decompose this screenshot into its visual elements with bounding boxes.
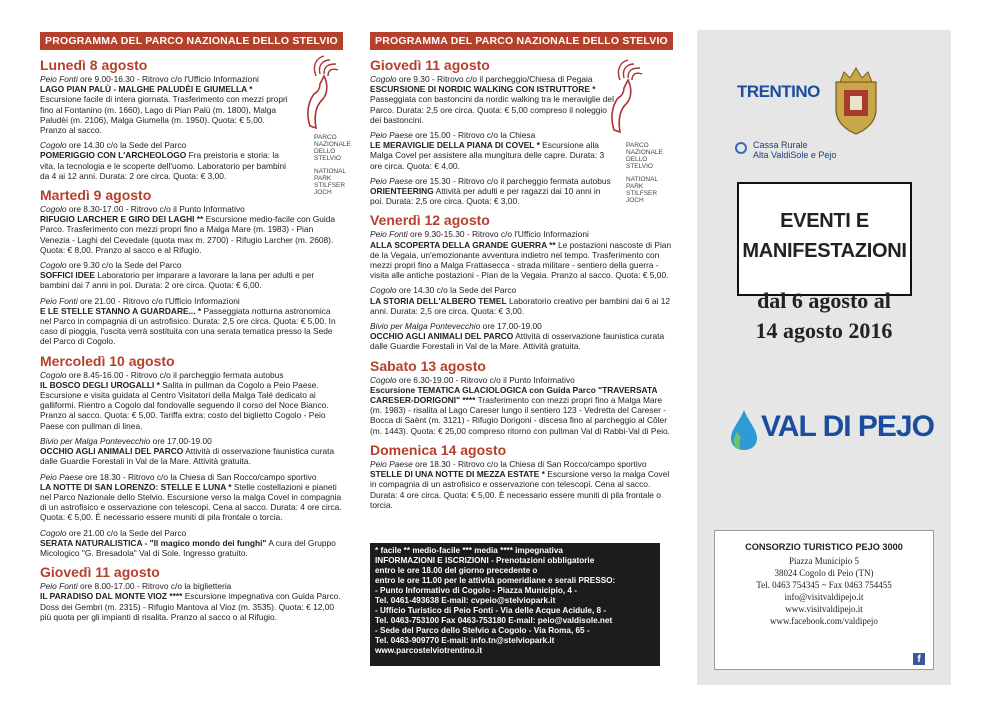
- event-title: ESCURSIONE DI NORDIC WALKING CON ISTRUTTORE *: [370, 84, 596, 95]
- event-time: ore 8.45-16.00 - Ritrovo c/o il parcheggio fermata autobus: [66, 369, 284, 380]
- consortium-website[interactable]: www.visitvaldipejo.it: [785, 604, 863, 614]
- event-description: Trasferimento con mezzi propri fino a Malga Mare (m. 1983) - risalita al Lago Careser lungo il sentiero 123 - Vedretta del Careser - Bocca di Saènt (m. 3121) - Rifugio Dorigoni - discesa fino al parcheggio al Côler (m. 1443). Quota: € 25,00 compreso ritorno con pullman Val di Rabbi-Val di Peio.: [370, 395, 670, 436]
- event-place: Peio Fonti: [40, 74, 78, 84]
- event-entry: [370, 375, 673, 436]
- event-description: Attività per adulti e per ragazzi dai 10 anni in poi. Durata: 2,5 ore circa. Quota: € 3,00.: [370, 186, 601, 207]
- event-title: IL PARADISO DAL MONTE VIOZ ****: [40, 591, 183, 602]
- park-logo-left: PARCO NAZIONALE DELLO STELVIO NATIONAL PARK STILFSER JOCH: [294, 54, 364, 140]
- event-time: ore 21.00 - Ritrovo c/o l'Ufficio Informazioni: [77, 295, 240, 306]
- event-title: E LE STELLE STANNO A GUARDARE... *: [40, 305, 202, 316]
- event-place: Cogolo: [370, 374, 397, 385]
- event-description: Le postazioni nascoste di Pian de la Vegaia, un'emozionante avventura indietro nel tempo. Trasferimento con mezzi propri fino a Malga Frattasecca - strada militare - sentiero della guerra - visita alle antiche postazioni - Pian de la Vegaia. Pranzo al sacco. Quota: € 5,00.: [370, 239, 672, 281]
- park-logo-text: PARCO: [314, 134, 337, 141]
- event-place: Peio Fonti: [40, 295, 78, 306]
- event-description: Stelle costellazioni e pianeti nel Parco Nazionale dello Stelvio. Escursione verso la malga Covel in compagnia di un astrofisico e osservazione con telescopi. Cena al sacco. Durata: 4 ore circa. Quota: € 5,00. È necessario essere muniti di pila frontale o torcia.: [40, 481, 342, 523]
- event-place: Peio Paese: [370, 458, 413, 469]
- event-entry: [40, 370, 343, 431]
- event-time: ore 8.30-17.00 - Ritrovo c/o il Punto Informativo: [66, 204, 245, 215]
- event-description: Attività di osservazione faunistica curata dalle Guardie Forestali in Val de la Mare. Attività gratuita.: [370, 331, 665, 352]
- consortium-facebook[interactable]: www.facebook.com/valdipejo: [770, 616, 878, 626]
- event-entry: [40, 436, 343, 467]
- event-title: SERATA NATURALISTICA - "Il magico mondo dei funghi": [40, 537, 267, 548]
- event-title: OCCHIO AGLI ANIMALI DEL PARCO: [40, 446, 184, 457]
- event-time: ore 9.30-15.30 - Ritrovo c/o l'Ufficio Informazioni: [407, 229, 589, 240]
- event-place: Cogolo: [40, 140, 67, 151]
- info-legend-box: [370, 543, 660, 666]
- event-time: ore 17.00-19.00: [150, 435, 212, 446]
- event-title: Escursione TEMATICA GLACIOLOGICA con Guida Parco "TRAVERSATA CARESER-DORIGONI" ****: [370, 384, 658, 406]
- day-title: Giovedì 11 agosto: [370, 57, 490, 73]
- event-entry: [370, 459, 673, 510]
- program-header-middle: PROGRAMMA DEL PARCO NAZIONALE DELLO STELVIO: [370, 32, 673, 50]
- event-title: LA STORIA DELL'ALBERO TEMEL: [370, 295, 507, 306]
- facebook-icon[interactable]: f: [913, 653, 925, 665]
- bank-icon: [735, 142, 747, 154]
- date-line-2: 14 agosto 2016: [755, 318, 893, 343]
- municipal-crest-icon: [830, 64, 882, 136]
- event-place: Cogolo: [40, 527, 67, 538]
- program-header-left: PROGRAMMA DEL PARCO NAZIONALE DELLO STELVIO: [40, 32, 343, 50]
- event-title: ORIENTEERING: [370, 186, 434, 197]
- event-title: STELLE DI UNA NOTTE DI MEZZA ESTATE *: [370, 469, 545, 480]
- legend-line: Tel. 0463-909770 E-mail: info.tn@stelviopark.it: [375, 636, 555, 645]
- legend-line: entro le ore 11.00 per le attività pomeridiane e serali PRESSO:: [375, 576, 616, 585]
- event-entry: [40, 140, 290, 181]
- eventi-line-1: EVENTI E: [780, 210, 869, 232]
- event-entry: [40, 581, 343, 622]
- event-description: Escursione facile di intera giornata. Trasferimento con mezzi propri fino al Fontanino (m. 1660), Lago di Pian Palù (m. 1800), Malga Paludèi (m. 2106), Malga Giumella (m. 1950). Quota: € 5,00. Pranzo al sacco.: [40, 94, 288, 136]
- event-time: ore 21.00 c/o la Sede del Parco: [66, 527, 187, 538]
- bank-name-1: Cassa Rurale: [753, 140, 808, 150]
- event-place: Peio Fonti: [40, 581, 78, 592]
- bank-logo: [737, 140, 837, 160]
- event-time: ore 9.00-16.30 - Ritrovo c/o l'Ufficio Informazioni: [77, 74, 259, 84]
- event-time: ore 14.30 c/o la Sede del Parco: [66, 140, 187, 151]
- event-time: ore 18.30 - Ritrovo c/o la Chiesa di San Rocco/campo sportivo: [412, 458, 647, 469]
- water-drop-icon: [727, 408, 761, 452]
- legend-line: * facile ** medio-facile *** media **** impegnativa: [375, 546, 563, 555]
- event-place: Peio Paese: [370, 130, 413, 141]
- event-entry: [370, 285, 673, 316]
- day-title: Giovedì 11 agosto: [40, 564, 160, 581]
- event-description: Escursione alla Malga Covel per assistere alla mungitura delle capre. Durata: 3 ore circa. Quota: € 4,00.: [370, 140, 605, 171]
- event-description: Escursione impegnativa con Guida Parco. Doss dei Gembri (m. 2315) - Rifugio Mantova al Vioz (m. 3535). Quota: € 12,00 più quota per gli impianti di risalita. Pranzo al sacco o al Rifugio.: [40, 591, 341, 622]
- event-title: IL BOSCO DEGLI UROGALLI *: [40, 379, 160, 390]
- event-title: ALLA SCOPERTA DELLA GRANDE GUERRA **: [370, 239, 556, 250]
- eventi-title-box: [737, 182, 912, 296]
- event-entry: [40, 528, 343, 559]
- event-time: ore 15.30 - Ritrovo c/o il parcheggio fermata autobus: [412, 175, 611, 186]
- consortium-name: CONSORZIO TURISTICO PEJO 3000: [745, 542, 903, 552]
- event-place: Cogolo: [40, 260, 67, 271]
- event-entry: [370, 321, 673, 352]
- event-place: Peio Paese: [40, 471, 83, 482]
- event-description: A cura del Gruppo Micologico "G. Bresadola" Val di Sole. Ingresso gratuito.: [40, 537, 336, 558]
- event-description: Laboratorio per imparare a lavorare la lana per adulti e per bambini dai 7 anni in poi. Durata: 2 ore circa. Quota: € 6,00.: [40, 270, 315, 291]
- legend-line: INFORMAZIONI E ISCRIZIONI - Prenotazioni obbligatorie: [375, 556, 595, 565]
- event-description: Laboratorio creativo per bambini dai 6 ai 12 anni. Durata: 2,5 ore circa. Quota: € 3,00.: [370, 295, 671, 316]
- event-description: Passeggiata notturna astronomica nel Parco in compagnia di un astrofisico. Durata: 2,5 ore circa. Quota: € 5,00. In caso di pioggia, l'uscita verrà sostituita con una serata tematica presso la Sede del Parco di Cogolo.: [40, 305, 336, 347]
- event-time: ore 6.30-19.00 - Ritrovo c/o il Punto Informativo: [396, 374, 575, 385]
- event-entry: [40, 204, 343, 255]
- program-column-left: [40, 57, 343, 627]
- legend-line: Tel. 0463-753100 Fax 0463-753180 E-mail: peio@valdisole.net: [375, 616, 613, 625]
- legend-website[interactable]: www.parcostelviotrentino.it: [375, 646, 483, 655]
- event-entry: [40, 296, 343, 347]
- event-place: Cogolo: [40, 204, 67, 215]
- event-entry: [40, 260, 343, 291]
- event-entry: [370, 130, 615, 171]
- event-title: OCCHIO AGLI ANIMALI DEL PARCO: [370, 331, 514, 342]
- event-time: ore 17.00-19.00: [480, 321, 542, 332]
- legend-line: - Sede del Parco dello Stelvio a Cogolo - Via Roma, 65 -: [375, 626, 590, 635]
- event-description: Salita in pullman da Cogolo a Peio Paese. Escursione e visita guidata al Centro Visitatori della Malga Talé dedicato ai galliformi. Rientro a Cogolo dal fondovalle seguendo il corso del Noce Bianco. Pranzo al sacco. Quota: € 5,00. Tariffa extra: costo del biglietto Cogolo - Peio Paese con pullman di linea.: [40, 379, 329, 431]
- event-place: Cogolo: [370, 74, 397, 84]
- event-title: LA NOTTE DI SAN LORENZO: STELLE E LUNA *: [40, 481, 232, 492]
- trentino-logo: TRENTINO: [737, 82, 820, 101]
- day-title: Sabato 13 agosto: [370, 357, 486, 374]
- ibex-icon: [294, 54, 342, 134]
- date-line-1: dal 6 agosto al: [757, 288, 891, 313]
- event-title: RIFUGIO LARCHER E GIRO DEI LAGHI **: [40, 214, 204, 225]
- day-title: Martedì 9 agosto: [40, 187, 152, 204]
- event-entry: [370, 176, 615, 207]
- date-range: [707, 286, 941, 346]
- event-entry: [40, 472, 343, 523]
- event-place: Peio Fonti: [370, 229, 408, 240]
- consortium-phone: Tel. 0463 754345 ~ Fax 0463 754455: [756, 580, 892, 590]
- legend-line: Tel. 0461-493638 E-mail: cvpeio@stelviopark.it: [375, 596, 556, 605]
- consortium-address: Piazza Municipio 5: [789, 556, 859, 566]
- day-title: Mercoledì 10 agosto: [40, 352, 175, 369]
- bank-name-2: Alta ValdiSole e Pejo: [753, 150, 837, 160]
- day-title: Domenica 14 agosto: [370, 441, 507, 458]
- event-description: Escursione medio-facile con Guida Parco. Trasferimento con mezzi propri fino a Malga Mare (m. 1983) - Pian Venezia - Laghi del Cevedale (quota max m. 2700) - Rifugio Larcher (m. 2608). Quota: € 8,00. Pranzo al sacco e al Rifugio.: [40, 214, 336, 255]
- consortium-city: 38024 Cogolo di Peio (TN): [774, 568, 874, 578]
- legend-line: entro le ore 18.00 del giorno precedente o: [375, 566, 538, 575]
- consortium-email[interactable]: info@visitvaldipejo.it: [784, 592, 864, 602]
- event-place: Bivio per Malga Pontevecchio: [370, 321, 481, 332]
- event-title: POMERIGGIO CON L'ARCHEOLOGO: [40, 150, 187, 161]
- event-title: LAGO PIAN PALÙ - MALGHE PALUDÈI E GIUMELLA *: [40, 84, 253, 95]
- legend-line: - Ufficio Turistico di Peio Fonti - Via delle Acque Acidule, 8 -: [375, 606, 607, 615]
- event-description: Attività di osservazione faunistica curata dalle Guardie Forestali in Val de la Mare. Attività gratuita.: [40, 446, 335, 467]
- val-di-pejo-logo: VAL DI PEJO: [761, 410, 934, 443]
- event-time: ore 15.00 - Ritrovo c/o la Chiesa: [412, 130, 536, 141]
- consortium-contact-box: [714, 530, 934, 670]
- event-time: ore 8.00-17.00 - Ritrovo c/o la biglietteria: [77, 581, 232, 592]
- event-time: ore 9.30 c/o la Sede del Parco: [66, 260, 182, 271]
- day-title: Lunedì 8 agosto: [40, 57, 148, 73]
- event-description: Fra preistoria e storia: la vita, la tecnologia e le scoperte dell'uomo. Laboratorio per bambini da 4 ai 12 anni. Durata: 2 ore circa. Quota: € 3,00.: [40, 150, 287, 181]
- event-place: Bivio per Malga Pontevecchio: [40, 435, 151, 446]
- event-title: SOFFICI IDEE: [40, 270, 95, 281]
- event-entry: [370, 74, 615, 125]
- event-description: Passeggiata con bastoncini da nordic walking tra le meraviglie del Parco. Durata: 2,5 ore circa. Quota: € 5,00 compreso il noleggio dei bastoncini.: [370, 94, 614, 125]
- event-entry: [370, 229, 673, 280]
- event-place: Peio Paese: [370, 175, 413, 186]
- park-logo-middle: PARCO NAZIONALE DELLO STELVIO NATIONAL PARK STILFSER JOCH: [598, 58, 668, 144]
- cover-panel: [697, 30, 951, 685]
- legend-line: - Punto Informativo di Cogolo - Piazza Municipio, 4 -: [375, 586, 577, 595]
- event-place: Cogolo: [370, 285, 397, 296]
- eventi-line-2: MANIFESTAZIONI: [742, 240, 907, 262]
- day-title: Venerdì 12 agosto: [370, 212, 490, 229]
- ibex-icon: [598, 58, 646, 138]
- event-time: ore 18.30 - Ritrovo c/o la Chiesa di San Rocco/campo sportivo: [82, 471, 317, 482]
- event-title: LE MERAVIGLIE DELLA PIANA DI COVEL *: [370, 140, 540, 151]
- event-time: ore 9.30 - Ritrovo c/o il parcheggio/Chiesa di Pegaia: [396, 74, 593, 84]
- event-description: Escursione verso la malga Covel in compagnia di un astrofisico e osservazione con telescopi. Cena al sacco. Durata: 4 ore circa. Quota: € 5,00. È necessario essere muniti di pila frontale o torcia.: [370, 469, 670, 510]
- event-entry: [40, 74, 290, 135]
- event-time: ore 14.30 c/o la Sede del Parco: [396, 285, 517, 296]
- event-place: Cogolo: [40, 369, 67, 380]
